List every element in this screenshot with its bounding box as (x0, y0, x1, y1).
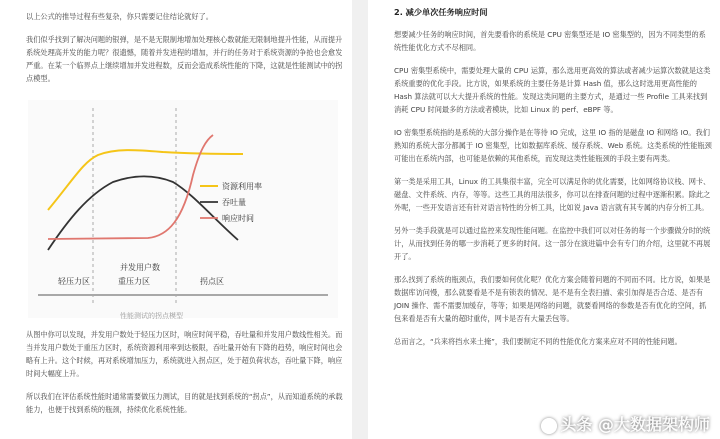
page-gutter (352, 0, 368, 439)
paragraph: 第一类是采用工具，Linux 的工具集很丰富，完全可以满足你的优化需要，比如网络协议栈、网卡、磁盘、文件系统、内存，等等。这些工具的用法很多，你可以在排查问题的过程中逐渐积累。除此之外呢，一些开发语言还有针对语言特性的分析工具，比如说 Java 语言就有其专属的内存分析工具。 (394, 177, 711, 212)
legend-throughput: 吞吐量 (222, 198, 246, 207)
paragraph: 从图中你可以发现，并发用户数处于轻压力区时，响应时间平稳，吞吐量和并发用户数线性相关。而当并发用户数处于重压力区时，系统资源利用率到达极限，吞吐量开始有下降的趋势，响应时间也会略有上升。这个时候，再对系统增加压力，系统就进入拐点区，处于超负荷状态，吞吐量下降，响应时间大幅度上升。 (26, 330, 343, 378)
watermark (538, 412, 710, 435)
legend-response: 响应时间 (222, 214, 254, 223)
paragraph: 总而言之，“兵来将挡水来土掩”，我们要制定不同的性能优化方案来应对不同的性能问题。 (394, 337, 682, 346)
paragraph: 以上公式的推导过程有些复杂，你只需要记住结论就好了。 (26, 12, 213, 21)
chart-caption: 性能测试的拐点模型 (120, 312, 183, 320)
watermark-text: 头条 @大数据架构师 (560, 415, 710, 434)
section-heading: 2. 减少单次任务响应时间 (394, 7, 488, 17)
inflection-chart (28, 100, 338, 318)
axis-label-users: 并发用户数 (120, 263, 160, 272)
zone-inflection: 拐点区 (200, 277, 224, 286)
legend-utilization: 资源利用率 (222, 182, 262, 191)
paragraph: 想要减少任务的响应时间，首先要看你的系统是 CPU 密集型还是 IO 密集型的，因为不同类型的系统性能优化方式不尽相同。 (394, 30, 706, 52)
left-content (26, 10, 344, 95)
paragraph: 那么找到了系统的瓶颈点，我们要如何优化呢？优化方案会随着问题的不同而不同。比方说，如果是数据库访问慢，那么就要看是不是有锁表的情况、是不是有全表扫描、索引加得是否合适、是否有 JOIN 操作、需不需要加缓存，等等；如果是网络的问题，就要看网络的参数是否有优化的空间，抓包来看是否有大量的超时重传，网卡是否有大量丢包等。 (394, 275, 711, 323)
paragraph: 我们似乎找到了解决问题的银弹，是不是无限制地增加处理核心数就能无限制地提升性能，从而提升系统处理高并发的能力呢？很遗憾，随着并发进程的增加，并行的任务对于系统资源的争抢也会愈发严重。在某一个临界点上继续增加并发进程数，反而会造成系统性能的下降，这就是性能测试中的拐点模型。 (26, 35, 343, 83)
zone-light: 轻压力区 (58, 277, 90, 286)
left-page (0, 0, 352, 439)
left-content-bottom (26, 328, 344, 426)
paragraph: CPU 密集型系统中，需要处理大量的 CPU 运算，那么选用更高效的算法或者减少运算次数就是这类系统重要的优化手段。比方说，如果系统的主要任务是计算 Hash 值，那么这时选用更高性能的 Hash 算法就可以大大提升系统的性能。发现这类问题的主要方式，是通过一些 Profile 工具来找到消耗 CPU 时间最多的方法或者模块，比如 Linux 的 perf、eBPF 等。 (394, 66, 711, 114)
paragraph: IO 密集型系统指的是系统的大部分操作是在等待 IO 完成，这里 IO 指的是磁盘 IO 和网络 IO。我们熟知的系统大部分都属于 IO 密集型，比如数据库系统、缓存系统、Web 系统。这类系统的性能瓶颈可能出在系统内部，也可能是依赖的其他系统，而发现这类性能瓶颈的手段主要有两类。 (394, 128, 712, 163)
right-content (394, 6, 712, 358)
paragraph: 另外一类手段就是可以通过监控来发现性能问题。在监控中我们可以对任务的每一个步骤做分时的统计，从而找到任务的哪一步消耗了更多的时间。这一部分在演进篇中会有专门的介绍，这里就不再展开了。 (394, 226, 711, 261)
zone-heavy: 重压力区 (118, 277, 150, 286)
paragraph: 所以我们在评估系统性能时通常需要做压力测试，目的就是找到系统的“拐点”，从而知道系统的承载能力，也便于找到系统的瓶颈，持续优化系统性能。 (26, 392, 343, 414)
right-page (368, 0, 720, 439)
toutiao-logo-icon (541, 418, 557, 434)
